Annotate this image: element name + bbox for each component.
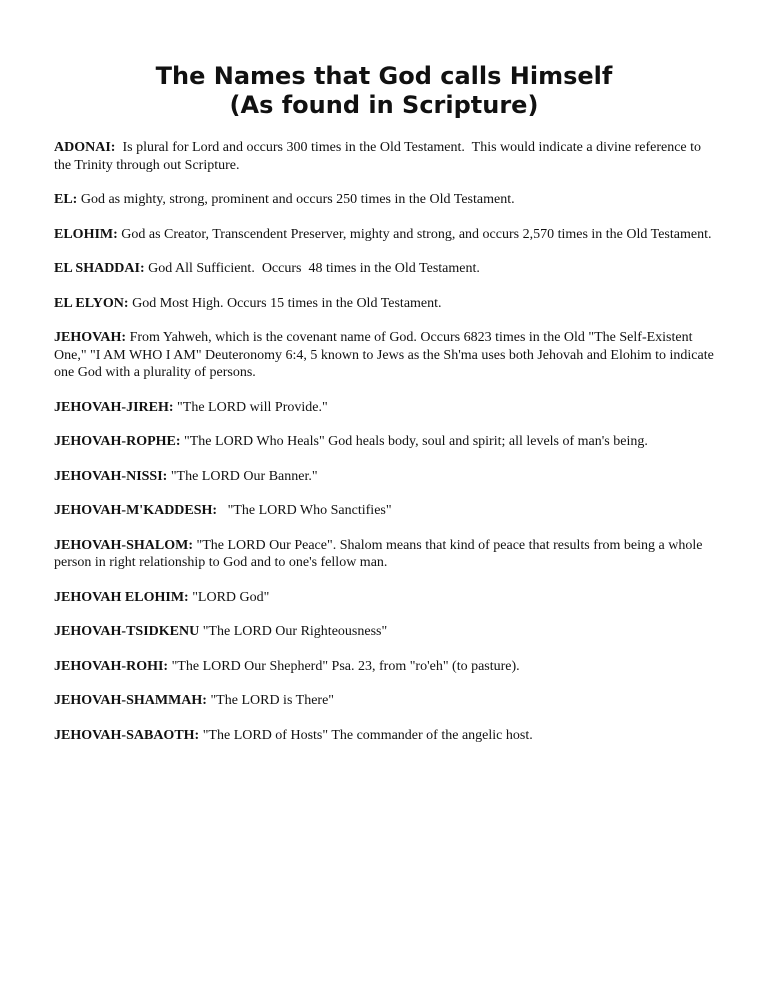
entry-term: JEHOVAH-SABAOTH: [54,727,200,743]
entry-description: God as Creator, Transcendent Preserver, mighty and strong, and occurs 2,570 times in the Old Testament. [117,226,712,242]
entry-term: JEHOVAH-SHALOM: [54,537,193,553]
list-item [54,589,716,607]
title-line-1: The Names that God calls Himself [155,62,613,90]
entry-term: EL ELYON: [54,295,129,311]
entry-description: God All Sufficient. Occurs 48 times in the Old Testament. [144,261,480,276]
page-title [0,62,768,120]
list-item [54,433,716,451]
list-item [54,399,716,417]
entry-description: "The LORD Who Heals" God heals body, soul and spirit; all levels of man's being. [180,434,648,449]
list-item [54,502,716,520]
entry-term: JEHOVAH-ROHI: [54,658,169,674]
list-item [54,658,716,676]
list-item [54,139,716,174]
entry-description: "The LORD Our Peace". Shalom means that kind of peace that results from being a whole person in right relationship to God and to one's fellow man. [54,537,706,570]
entry-description: "The LORD Our Righteousness" [199,624,388,639]
title-line-2: (As found in Scripture) [229,91,539,119]
entry-term: JEHOVAH: [54,330,127,345]
entry-description: "The LORD will Provide." [173,399,328,415]
entry-description: Is plural for Lord and occurs 300 times in the Old Testament. This would indicate a divine reference to the Trinity through out Scripture. [54,140,705,173]
entry-description: "The LORD Our Banner." [167,468,318,484]
entry-description: "The LORD of Hosts" The commander of the angelic host. [199,727,533,743]
list-item [54,329,716,382]
list-item [54,295,716,313]
list-item [54,727,716,745]
list-item [54,623,716,641]
entry-term: JEHOVAH-TSIDKENU [54,624,200,639]
entry-term: JEHOVAH-JIREH: [54,399,174,415]
entry-term: EL SHADDAI: [54,261,145,276]
entry-description: "LORD God" [188,589,270,605]
entry-description: "The LORD Our Shepherd" Psa. 23, from "ro'eh" (to pasture). [168,658,520,674]
entry-term: ADONAI: [54,140,116,155]
entry-description: "The LORD Who Sanctifies" [217,503,392,518]
entry-term: JEHOVAH-SHAMMAH: [54,693,207,708]
entry-description: God as mighty, strong, prominent and occurs 250 times in the Old Testament. [77,192,515,207]
list-item [54,468,716,486]
entry-description: From Yahweh, which is the covenant name of God. Occurs 6823 times in the Old "The Self-Existent One," "I AM WHO I AM" Deuteronomy 6:4, 5 known to Jews as the Sh'ma uses both Jehovah and Elohim to indicate one God with a plurality of persons. [54,330,718,380]
list-item [54,692,716,710]
entry-term: JEHOVAH-ROPHE: [54,434,181,449]
list-item [54,191,716,209]
list-item [54,537,716,572]
entry-description: God Most High. Occurs 15 times in the Old Testament. [128,295,442,311]
entry-term: JEHOVAH ELOHIM: [54,589,189,605]
names-list [54,139,716,761]
entry-term: ELOHIM: [54,226,118,242]
entry-description: "The LORD is There" [206,693,335,708]
list-item [54,260,716,278]
entry-term: JEHOVAH-NISSI: [54,468,168,484]
entry-term: EL: [54,192,78,207]
list-item [54,226,716,244]
entry-term: JEHOVAH-M'KADDESH: [54,503,218,518]
